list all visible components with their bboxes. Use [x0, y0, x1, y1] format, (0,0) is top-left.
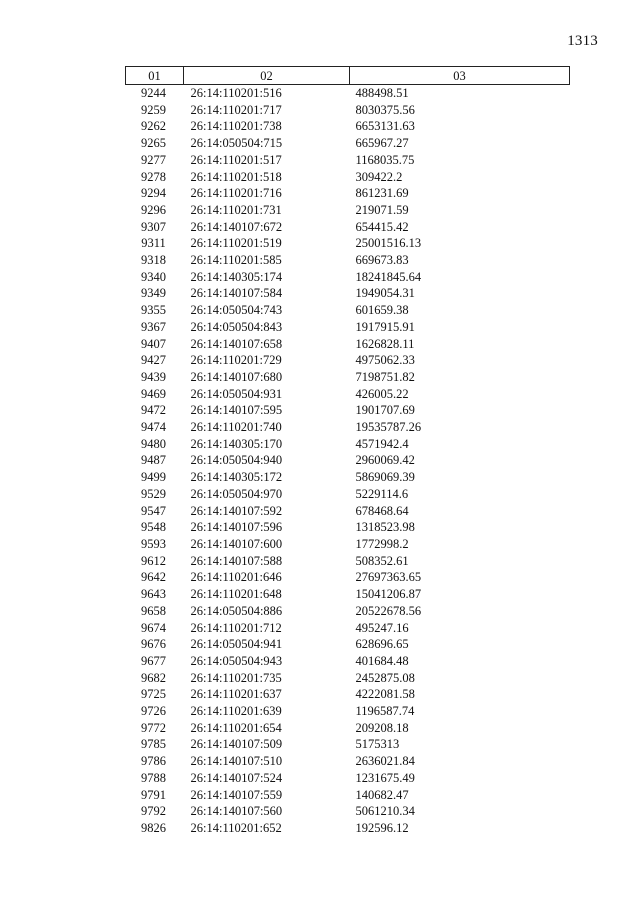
cadastral-number-cell: 26:14:140107:596: [190, 520, 283, 535]
row-id-cell: 9682: [141, 670, 166, 685]
row-id-cell: 9427: [141, 353, 166, 368]
table-row: [126, 85, 570, 102]
cadastral-number-cell: 26:14:140107:588: [190, 553, 283, 568]
value-cell: 495247.16: [355, 620, 409, 635]
row-id-cell: 9277: [141, 152, 166, 167]
row-id-cell: 9265: [141, 136, 166, 151]
row-id-cell: 9677: [141, 653, 166, 668]
cadastral-number-cell: 26:14:050504:931: [190, 386, 283, 401]
data-table: [125, 66, 570, 837]
value-cell: 25001516.13: [355, 236, 422, 251]
table-row: [126, 503, 570, 520]
row-id-cell: 9307: [141, 219, 166, 234]
row-id-cell: 9786: [141, 754, 166, 769]
cadastral-number-cell: 26:14:110201:585: [190, 253, 282, 268]
table-header: [126, 67, 570, 85]
row-id-cell: 9439: [141, 369, 166, 384]
row-id-cell: 9772: [141, 720, 166, 735]
value-cell: 401684.48: [355, 653, 409, 668]
cadastral-number-cell: 26:14:050504:743: [190, 303, 283, 318]
row-id-cell: 9643: [141, 587, 166, 602]
table-row: [126, 219, 570, 236]
cadastral-number-cell: 26:14:110201:731: [190, 202, 282, 217]
row-id-cell: 9548: [141, 520, 166, 535]
cadastral-number-cell: 26:14:050504:943: [190, 653, 283, 668]
row-id-cell: 9674: [141, 620, 166, 635]
table-row: [126, 670, 570, 687]
row-id-cell: 9259: [141, 102, 166, 117]
table-row: [126, 319, 570, 336]
cadastral-number-cell: 26:14:110201:717: [190, 102, 282, 117]
row-id-cell: 9726: [141, 704, 166, 719]
value-cell: 5229114.6: [355, 486, 409, 501]
table-row: [126, 820, 570, 837]
cadastral-number-cell: 26:14:110201:738: [190, 119, 282, 134]
value-cell: 1949054.31: [355, 286, 415, 301]
table-row: [126, 202, 570, 219]
value-cell: 140682.47: [355, 787, 409, 802]
row-id-cell: 9244: [141, 86, 166, 100]
table-row: [126, 803, 570, 820]
value-cell: 654415.42: [355, 219, 409, 234]
row-id-cell: 9349: [141, 286, 166, 301]
row-id-cell: 9593: [141, 536, 166, 551]
data-table-container: [125, 66, 569, 837]
value-cell: 2960069.42: [355, 453, 415, 468]
page-number: 1313: [567, 33, 598, 49]
row-id-cell: 9725: [141, 687, 166, 702]
cadastral-number-cell: 26:14:110201:652: [190, 820, 282, 835]
cadastral-number-cell: 26:14:140107:600: [190, 536, 283, 551]
value-cell: 4975062.33: [355, 353, 415, 368]
row-id-cell: 9296: [141, 202, 166, 217]
row-id-cell: 9785: [141, 737, 166, 752]
cadastral-number-cell: 26:14:140107:524: [190, 770, 283, 785]
value-cell: 6653131.63: [355, 119, 415, 134]
value-cell: 19535787.26: [355, 420, 422, 435]
value-cell: 8030375.56: [355, 102, 415, 117]
row-id-cell: 9340: [141, 269, 166, 284]
cadastral-number-cell: 26:14:110201:639: [190, 704, 282, 719]
row-id-cell: 9658: [141, 603, 166, 618]
table-row: [126, 436, 570, 453]
row-id-cell: 9407: [141, 336, 166, 351]
value-cell: 4571942.4: [355, 436, 409, 451]
cadastral-number-cell: 26:14:140107:510: [190, 754, 283, 769]
value-cell: 5869069.39: [355, 470, 415, 485]
table-row: [126, 285, 570, 302]
value-cell: 508352.61: [355, 553, 409, 568]
row-id-cell: 9278: [141, 169, 166, 184]
cadastral-number-cell: 26:14:140107:595: [190, 403, 283, 418]
row-id-cell: 9642: [141, 570, 166, 585]
row-id-cell: 9826: [141, 820, 166, 835]
table-body: [126, 85, 570, 837]
cadastral-number-cell: 26:14:140305:174: [190, 269, 283, 284]
cadastral-number-cell: 26:14:140107:672: [190, 219, 283, 234]
value-cell: 192596.12: [355, 820, 409, 835]
value-cell: 2636021.84: [355, 754, 415, 769]
value-cell: 1231675.49: [355, 770, 415, 785]
row-id-cell: 9318: [141, 253, 166, 268]
row-id-cell: 9474: [141, 420, 166, 435]
value-cell: 5061210.34: [355, 804, 415, 819]
value-cell: 27697363.65: [355, 570, 422, 585]
value-cell: 1901707.69: [355, 403, 415, 418]
table-row: [126, 386, 570, 403]
value-cell: 665967.27: [355, 136, 409, 151]
table-row: [126, 118, 570, 135]
table-row: [126, 419, 570, 436]
table-row: [126, 235, 570, 252]
value-cell: 4222081.58: [355, 687, 415, 702]
row-id-cell: 9311: [141, 236, 166, 251]
value-cell: 1626828.11: [355, 336, 415, 351]
table-row: [126, 352, 570, 369]
table-row: [126, 653, 570, 670]
table-row: [126, 102, 570, 119]
table-row: [126, 603, 570, 620]
cadastral-number-cell: 26:14:110201:716: [190, 186, 282, 201]
table-row: [126, 152, 570, 169]
row-id-cell: 9676: [141, 637, 166, 652]
header-row: [126, 67, 570, 85]
table-row: [126, 336, 570, 353]
cadastral-number-cell: 26:14:110201:519: [190, 236, 282, 251]
table-row: [126, 569, 570, 586]
cadastral-number-cell: 26:14:110201:648: [190, 587, 282, 602]
cadastral-number-cell: 26:14:140107:592: [190, 503, 283, 518]
row-id-cell: 9469: [141, 386, 166, 401]
cadastral-number-cell: 26:14:110201:646: [190, 570, 282, 585]
table-row: [126, 770, 570, 787]
cadastral-number-cell: 26:14:110201:518: [190, 169, 282, 184]
value-cell: 309422.2: [355, 169, 403, 184]
table-row: [126, 620, 570, 637]
value-cell: 488498.51: [355, 86, 409, 100]
cadastral-number-cell: 26:14:050504:843: [190, 319, 283, 334]
value-cell: 601659.38: [355, 303, 409, 318]
cadastral-number-cell: 26:14:140107:509: [190, 737, 283, 752]
cadastral-number-cell: 26:14:110201:654: [190, 720, 282, 735]
value-cell: 669673.83: [355, 253, 409, 268]
value-cell: 426005.22: [355, 386, 409, 401]
row-id-cell: 9262: [141, 119, 166, 134]
table-row: [126, 369, 570, 386]
table-row: [126, 269, 570, 286]
value-cell: 1318523.98: [355, 520, 415, 535]
table-row: [126, 586, 570, 603]
row-id-cell: 9355: [141, 303, 166, 318]
row-id-cell: 9547: [141, 503, 166, 518]
table-row: [126, 753, 570, 770]
value-cell: 628696.65: [355, 637, 409, 652]
cadastral-number-cell: 26:14:110201:729: [190, 353, 282, 368]
table-row: [126, 787, 570, 804]
row-id-cell: 9791: [141, 787, 166, 802]
table-row: [126, 636, 570, 653]
column-header-01: 01: [126, 67, 184, 85]
table-row: [126, 469, 570, 486]
table-row: [126, 553, 570, 570]
value-cell: 15041206.87: [355, 587, 422, 602]
value-cell: 18241845.64: [355, 269, 422, 284]
value-cell: 1917915.91: [355, 319, 415, 334]
row-id-cell: 9529: [141, 486, 166, 501]
cadastral-number-cell: 26:14:110201:712: [190, 620, 282, 635]
table-row: [126, 703, 570, 720]
cadastral-number-cell: 26:14:110201:517: [190, 152, 282, 167]
value-cell: 20522678.56: [355, 603, 422, 618]
row-id-cell: 9367: [141, 319, 166, 334]
table-row: [126, 519, 570, 536]
table-row: [126, 402, 570, 419]
value-cell: 1196587.74: [355, 704, 415, 719]
table-row: [126, 302, 570, 319]
value-cell: 5175313: [355, 737, 400, 752]
table-row: [126, 720, 570, 737]
table-row: [126, 169, 570, 186]
value-cell: 209208.18: [355, 720, 409, 735]
cadastral-number-cell: 26:14:140305:170: [190, 436, 283, 451]
cadastral-number-cell: 26:14:140107:658: [190, 336, 283, 351]
table-row: [126, 486, 570, 503]
table-row: [126, 536, 570, 553]
row-id-cell: 9788: [141, 770, 166, 785]
cadastral-number-cell: 26:14:050504:970: [190, 486, 283, 501]
cadastral-number-cell: 26:14:110201:735: [190, 670, 282, 685]
table-row: [126, 135, 570, 152]
cadastral-number-cell: 26:14:050504:886: [190, 603, 283, 618]
value-cell: 219071.59: [355, 202, 409, 217]
row-id-cell: 9499: [141, 470, 166, 485]
table-row: [126, 686, 570, 703]
cadastral-number-cell: 26:14:110201:740: [190, 420, 282, 435]
value-cell: 1168035.75: [355, 152, 415, 167]
value-cell: 861231.69: [355, 186, 409, 201]
cadastral-number-cell: 26:14:140305:172: [190, 470, 283, 485]
cadastral-number-cell: 26:14:050504:940: [190, 453, 283, 468]
table-row: [126, 452, 570, 469]
table-row: [126, 185, 570, 202]
cadastral-number-cell: 26:14:140107:680: [190, 369, 283, 384]
row-id-cell: 9792: [141, 804, 166, 819]
row-id-cell: 9480: [141, 436, 166, 451]
value-cell: 2452875.08: [355, 670, 415, 685]
cadastral-number-cell: 26:14:140107:559: [190, 787, 283, 802]
column-header-02: 02: [184, 67, 350, 85]
value-cell: 7198751.82: [355, 369, 415, 384]
cadastral-number-cell: 26:14:140107:584: [190, 286, 283, 301]
cadastral-number-cell: 26:14:110201:516: [190, 86, 282, 100]
cadastral-number-cell: 26:14:050504:715: [190, 136, 283, 151]
row-id-cell: 9487: [141, 453, 166, 468]
cadastral-number-cell: 26:14:050504:941: [190, 637, 283, 652]
value-cell: 678468.64: [355, 503, 409, 518]
table-row: [126, 252, 570, 269]
value-cell: 1772998.2: [355, 536, 409, 551]
column-header-03: 03: [350, 67, 570, 85]
table-row: [126, 736, 570, 753]
row-id-cell: 9294: [141, 186, 166, 201]
row-id-cell: 9612: [141, 553, 166, 568]
row-id-cell: 9472: [141, 403, 166, 418]
cadastral-number-cell: 26:14:110201:637: [190, 687, 282, 702]
cadastral-number-cell: 26:14:140107:560: [190, 804, 283, 819]
